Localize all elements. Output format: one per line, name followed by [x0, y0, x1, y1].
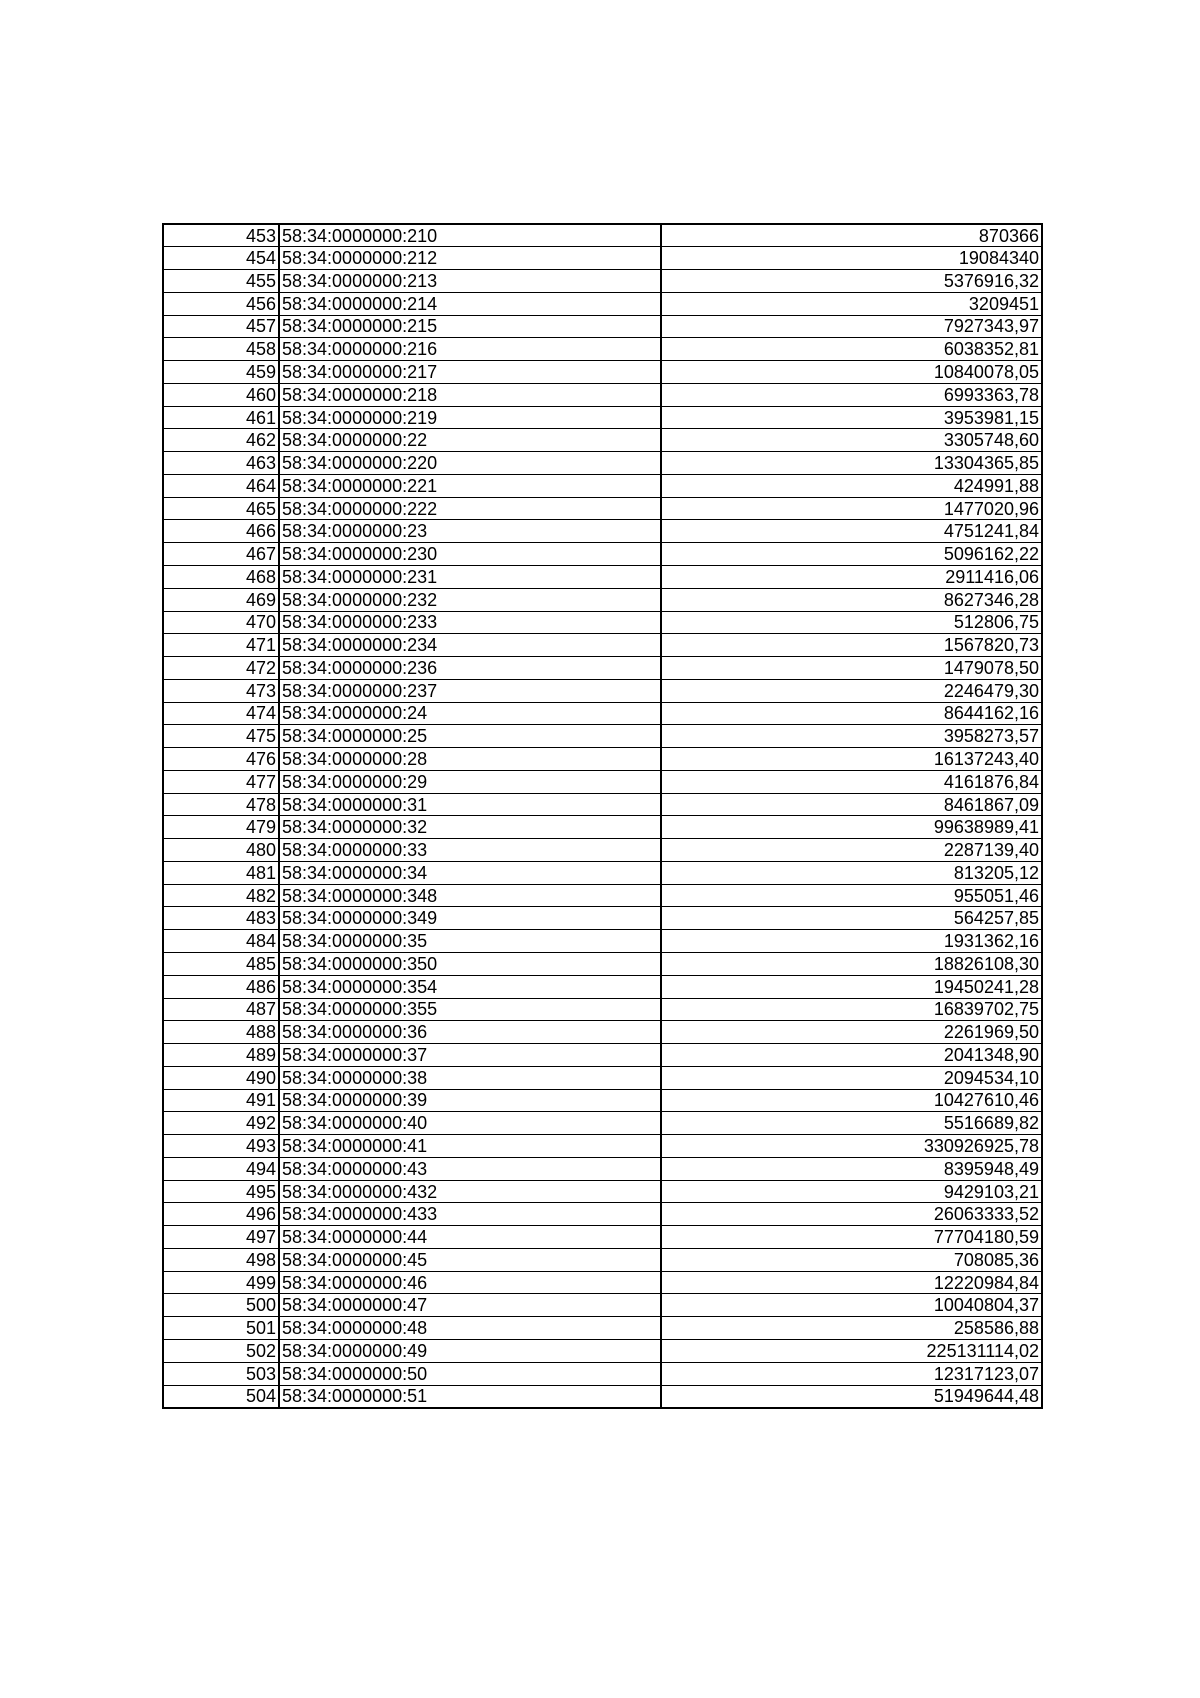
table-row [163, 861, 1042, 884]
row-number-cell: 469 [163, 588, 279, 611]
cadastral-number-cell: 58:34:0000000:215 [279, 315, 661, 338]
row-number-cell: 464 [163, 474, 279, 497]
table-row [163, 634, 1042, 657]
cadastral-number-cell: 58:34:0000000:216 [279, 338, 661, 361]
cadastral-value-cell: 2261969,50 [661, 1021, 1042, 1044]
cadastral-value-cell: 258586,88 [661, 1317, 1042, 1340]
cadastral-number-cell: 58:34:0000000:48 [279, 1317, 661, 1340]
cadastral-value-cell: 9429103,21 [661, 1180, 1042, 1203]
cadastral-value-cell: 1479078,50 [661, 657, 1042, 680]
cadastral-number-cell: 58:34:0000000:45 [279, 1248, 661, 1271]
cadastral-number-cell: 58:34:0000000:31 [279, 793, 661, 816]
cadastral-number-cell: 58:34:0000000:218 [279, 383, 661, 406]
cadastral-value-cell: 99638989,41 [661, 816, 1042, 839]
cadastral-number-cell: 58:34:0000000:47 [279, 1294, 661, 1317]
cadastral-number-cell: 58:34:0000000:34 [279, 861, 661, 884]
cadastral-number-cell: 58:34:0000000:36 [279, 1021, 661, 1044]
row-number-cell: 500 [163, 1294, 279, 1317]
row-number-cell: 497 [163, 1226, 279, 1249]
cadastral-value-cell: 2094534,10 [661, 1066, 1042, 1089]
row-number-cell: 485 [163, 953, 279, 976]
cadastral-number-cell: 58:34:0000000:219 [279, 406, 661, 429]
cadastral-number-cell: 58:34:0000000:23 [279, 520, 661, 543]
table-row [163, 474, 1042, 497]
cadastral-number-cell: 58:34:0000000:237 [279, 679, 661, 702]
table-row [163, 1203, 1042, 1226]
cadastral-value-cell: 424991,88 [661, 474, 1042, 497]
cadastral-number-cell: 58:34:0000000:355 [279, 998, 661, 1021]
row-number-cell: 456 [163, 292, 279, 315]
table-row [163, 953, 1042, 976]
cadastral-number-cell: 58:34:0000000:50 [279, 1362, 661, 1385]
row-number-cell: 492 [163, 1112, 279, 1135]
table-row [163, 1317, 1042, 1340]
row-number-cell: 487 [163, 998, 279, 1021]
cadastral-number-cell: 58:34:0000000:432 [279, 1180, 661, 1203]
row-number-cell: 502 [163, 1340, 279, 1363]
cadastral-value-cell: 6993363,78 [661, 383, 1042, 406]
table-row [163, 611, 1042, 634]
cadastral-value-cell: 225131114,02 [661, 1340, 1042, 1363]
cadastral-value-cell: 4751241,84 [661, 520, 1042, 543]
row-number-cell: 478 [163, 793, 279, 816]
cadastral-value-cell: 870366 [661, 224, 1042, 247]
row-number-cell: 495 [163, 1180, 279, 1203]
table-row [163, 1385, 1042, 1408]
cadastral-value-cell: 564257,85 [661, 907, 1042, 930]
table-row [163, 1112, 1042, 1135]
cadastral-value-cell: 1931362,16 [661, 930, 1042, 953]
cadastral-number-cell: 58:34:0000000:38 [279, 1066, 661, 1089]
table-row [163, 770, 1042, 793]
row-number-cell: 457 [163, 315, 279, 338]
cadastral-number-cell: 58:34:0000000:349 [279, 907, 661, 930]
table-row [163, 1180, 1042, 1203]
row-number-cell: 461 [163, 406, 279, 429]
row-number-cell: 491 [163, 1089, 279, 1112]
row-number-cell: 467 [163, 543, 279, 566]
table-row [163, 1066, 1042, 1089]
row-number-cell: 460 [163, 383, 279, 406]
table-row [163, 1226, 1042, 1249]
table-row [163, 907, 1042, 930]
row-number-cell: 494 [163, 1157, 279, 1180]
row-number-cell: 493 [163, 1135, 279, 1158]
cadastral-value-cell: 8644162,16 [661, 702, 1042, 725]
row-number-cell: 504 [163, 1385, 279, 1408]
row-number-cell: 483 [163, 907, 279, 930]
row-number-cell: 479 [163, 816, 279, 839]
cadastral-number-cell: 58:34:0000000:46 [279, 1271, 661, 1294]
table-row [163, 1021, 1042, 1044]
cadastral-number-cell: 58:34:0000000:233 [279, 611, 661, 634]
cadastral-value-cell: 2911416,06 [661, 565, 1042, 588]
cadastral-value-cell: 813205,12 [661, 861, 1042, 884]
row-number-cell: 459 [163, 361, 279, 384]
cadastral-value-cell: 16137243,40 [661, 748, 1042, 771]
table-row [163, 292, 1042, 315]
cadastral-value-cell: 5376916,32 [661, 270, 1042, 293]
cadastral-value-cell: 2041348,90 [661, 1044, 1042, 1067]
row-number-cell: 462 [163, 429, 279, 452]
row-number-cell: 482 [163, 884, 279, 907]
row-number-cell: 496 [163, 1203, 279, 1226]
row-number-cell: 481 [163, 861, 279, 884]
table-row [163, 793, 1042, 816]
row-number-cell: 453 [163, 224, 279, 247]
cadastral-value-cell: 19450241,28 [661, 975, 1042, 998]
cadastral-value-cell: 3958273,57 [661, 725, 1042, 748]
row-number-cell: 503 [163, 1362, 279, 1385]
cadastral-number-cell: 58:34:0000000:44 [279, 1226, 661, 1249]
cadastral-value-cell: 8461867,09 [661, 793, 1042, 816]
table-row [163, 1089, 1042, 1112]
row-number-cell: 473 [163, 679, 279, 702]
cadastral-number-cell: 58:34:0000000:234 [279, 634, 661, 657]
cadastral-number-cell: 58:34:0000000:220 [279, 452, 661, 475]
cadastral-value-cell: 1567820,73 [661, 634, 1042, 657]
cadastral-value-cell: 18826108,30 [661, 953, 1042, 976]
row-number-cell: 475 [163, 725, 279, 748]
table-row [163, 702, 1042, 725]
table-row [163, 748, 1042, 771]
row-number-cell: 488 [163, 1021, 279, 1044]
table-row [163, 884, 1042, 907]
row-number-cell: 458 [163, 338, 279, 361]
table-row [163, 975, 1042, 998]
table-row [163, 1135, 1042, 1158]
cadastral-value-cell: 10840078,05 [661, 361, 1042, 384]
table-row [163, 1248, 1042, 1271]
cadastral-value-cell: 12317123,07 [661, 1362, 1042, 1385]
row-number-cell: 463 [163, 452, 279, 475]
cadastral-number-cell: 58:34:0000000:43 [279, 1157, 661, 1180]
cadastral-value-cell: 4161876,84 [661, 770, 1042, 793]
cadastral-number-cell: 58:34:0000000:39 [279, 1089, 661, 1112]
row-number-cell: 501 [163, 1317, 279, 1340]
cadastral-number-cell: 58:34:0000000:24 [279, 702, 661, 725]
row-number-cell: 499 [163, 1271, 279, 1294]
cadastral-number-cell: 58:34:0000000:22 [279, 429, 661, 452]
table-row [163, 1294, 1042, 1317]
row-number-cell: 472 [163, 657, 279, 680]
table-row [163, 1271, 1042, 1294]
row-number-cell: 466 [163, 520, 279, 543]
cadastral-value-cell: 8627346,28 [661, 588, 1042, 611]
table-row [163, 1157, 1042, 1180]
table-row [163, 1362, 1042, 1385]
cadastral-value-cell: 3209451 [661, 292, 1042, 315]
row-number-cell: 465 [163, 497, 279, 520]
table-row [163, 725, 1042, 748]
cadastral-value-cell: 330926925,78 [661, 1135, 1042, 1158]
cadastral-number-cell: 58:34:0000000:212 [279, 247, 661, 270]
table-row [163, 247, 1042, 270]
cadastral-number-cell: 58:34:0000000:230 [279, 543, 661, 566]
cadastral-value-cell: 5516689,82 [661, 1112, 1042, 1135]
cadastral-value-cell: 512806,75 [661, 611, 1042, 634]
cadastral-value-cell: 10040804,37 [661, 1294, 1042, 1317]
table-row [163, 270, 1042, 293]
cadastral-value-cell: 1477020,96 [661, 497, 1042, 520]
cadastral-value-cell: 26063333,52 [661, 1203, 1042, 1226]
cadastral-number-cell: 58:34:0000000:37 [279, 1044, 661, 1067]
row-number-cell: 455 [163, 270, 279, 293]
cadastral-number-cell: 58:34:0000000:213 [279, 270, 661, 293]
cadastral-number-cell: 58:34:0000000:354 [279, 975, 661, 998]
table-row [163, 361, 1042, 384]
row-number-cell: 484 [163, 930, 279, 953]
row-number-cell: 468 [163, 565, 279, 588]
table-row [163, 383, 1042, 406]
cadastral-number-cell: 58:34:0000000:25 [279, 725, 661, 748]
table-row [163, 657, 1042, 680]
cadastral-number-cell: 58:34:0000000:41 [279, 1135, 661, 1158]
cadastral-number-cell: 58:34:0000000:33 [279, 839, 661, 862]
cadastral-value-cell: 51949644,48 [661, 1385, 1042, 1408]
row-number-cell: 471 [163, 634, 279, 657]
cadastral-number-cell: 58:34:0000000:29 [279, 770, 661, 793]
table-row [163, 452, 1042, 475]
table-row [163, 429, 1042, 452]
cadastral-number-cell: 58:34:0000000:51 [279, 1385, 661, 1408]
table-row [163, 338, 1042, 361]
cadastral-value-table [162, 223, 1043, 1409]
table-row [163, 224, 1042, 247]
row-number-cell: 476 [163, 748, 279, 771]
cadastral-value-cell: 7927343,97 [661, 315, 1042, 338]
cadastral-number-cell: 58:34:0000000:28 [279, 748, 661, 771]
cadastral-value-cell: 5096162,22 [661, 543, 1042, 566]
row-number-cell: 477 [163, 770, 279, 793]
cadastral-value-cell: 3953981,15 [661, 406, 1042, 429]
table-row [163, 930, 1042, 953]
cadastral-value-cell: 19084340 [661, 247, 1042, 270]
row-number-cell: 486 [163, 975, 279, 998]
cadastral-value-cell: 2246479,30 [661, 679, 1042, 702]
table-row [163, 679, 1042, 702]
table-row [163, 816, 1042, 839]
cadastral-number-cell: 58:34:0000000:35 [279, 930, 661, 953]
cadastral-value-cell: 77704180,59 [661, 1226, 1042, 1249]
cadastral-number-cell: 58:34:0000000:221 [279, 474, 661, 497]
table-row [163, 543, 1042, 566]
row-number-cell: 454 [163, 247, 279, 270]
cadastral-number-cell: 58:34:0000000:350 [279, 953, 661, 976]
table-row [163, 998, 1042, 1021]
table-row [163, 520, 1042, 543]
table-row [163, 839, 1042, 862]
row-number-cell: 474 [163, 702, 279, 725]
cadastral-number-cell: 58:34:0000000:210 [279, 224, 661, 247]
table-row [163, 565, 1042, 588]
row-number-cell: 489 [163, 1044, 279, 1067]
cadastral-value-cell: 16839702,75 [661, 998, 1042, 1021]
cadastral-value-cell: 10427610,46 [661, 1089, 1042, 1112]
cadastral-value-cell: 8395948,49 [661, 1157, 1042, 1180]
cadastral-number-cell: 58:34:0000000:236 [279, 657, 661, 680]
table-row [163, 588, 1042, 611]
cadastral-number-cell: 58:34:0000000:348 [279, 884, 661, 907]
row-number-cell: 470 [163, 611, 279, 634]
row-number-cell: 480 [163, 839, 279, 862]
cadastral-value-cell: 955051,46 [661, 884, 1042, 907]
cadastral-value-cell: 2287139,40 [661, 839, 1042, 862]
row-number-cell: 490 [163, 1066, 279, 1089]
cadastral-number-cell: 58:34:0000000:222 [279, 497, 661, 520]
table-row [163, 1044, 1042, 1067]
cadastral-number-cell: 58:34:0000000:32 [279, 816, 661, 839]
cadastral-number-cell: 58:34:0000000:49 [279, 1340, 661, 1363]
cadastral-number-cell: 58:34:0000000:231 [279, 565, 661, 588]
cadastral-number-cell: 58:34:0000000:433 [279, 1203, 661, 1226]
cadastral-number-cell: 58:34:0000000:214 [279, 292, 661, 315]
table-row [163, 497, 1042, 520]
cadastral-number-cell: 58:34:0000000:40 [279, 1112, 661, 1135]
row-number-cell: 498 [163, 1248, 279, 1271]
cadastral-value-cell: 13304365,85 [661, 452, 1042, 475]
cadastral-number-cell: 58:34:0000000:232 [279, 588, 661, 611]
cadastral-value-cell: 708085,36 [661, 1248, 1042, 1271]
cadastral-value-cell: 12220984,84 [661, 1271, 1042, 1294]
table-body [163, 224, 1042, 1408]
cadastral-value-cell: 3305748,60 [661, 429, 1042, 452]
cadastral-number-cell: 58:34:0000000:217 [279, 361, 661, 384]
cadastral-value-cell: 6038352,81 [661, 338, 1042, 361]
table-row [163, 406, 1042, 429]
table-row [163, 315, 1042, 338]
table-row [163, 1340, 1042, 1363]
